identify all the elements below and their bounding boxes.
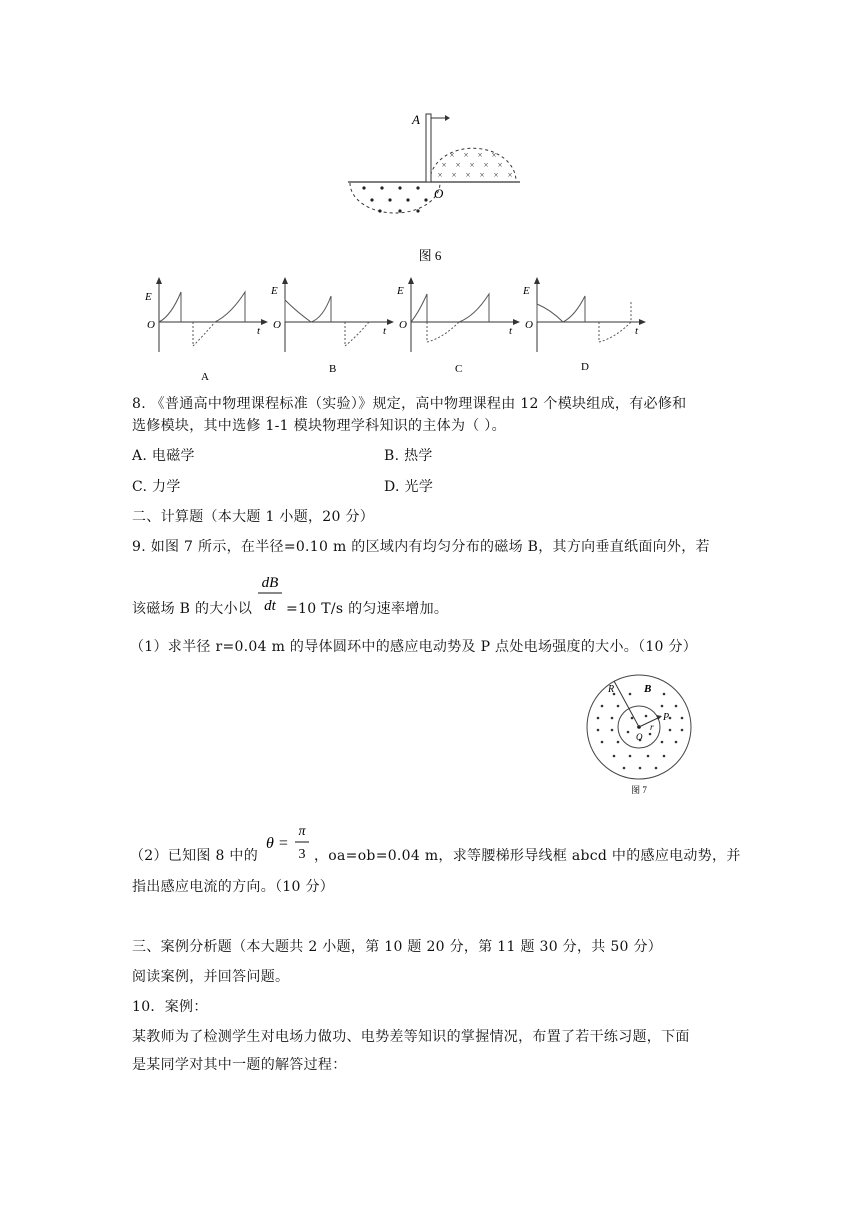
graph-a bbox=[144, 277, 268, 383]
label-r: r bbox=[650, 722, 654, 732]
svg-text:×: × bbox=[449, 150, 455, 160]
q8-option-c: C. 力学 bbox=[132, 479, 181, 495]
graph-d-label: D bbox=[581, 361, 589, 373]
figure-7 bbox=[578, 670, 708, 800]
section-3-intro: 阅读案例，并回答问题。 bbox=[132, 969, 290, 985]
graph-b bbox=[270, 277, 394, 375]
label-R: R bbox=[608, 684, 615, 695]
svg-text:×: × bbox=[497, 160, 503, 170]
svg-text:×: × bbox=[507, 170, 513, 180]
graph-a-label: A bbox=[201, 371, 209, 383]
q9-sub1: （1）求半径 r=0.04 m 的导体圆环中的感应电动势及 P 点处电场强度的大小。（10 分） bbox=[130, 639, 698, 655]
q8-option-d: D. 光学 bbox=[384, 479, 434, 495]
fraction-denominator: dt bbox=[264, 598, 276, 614]
label-o: O bbox=[434, 186, 444, 201]
svg-text:×: × bbox=[463, 150, 469, 160]
graph-b-e: E bbox=[271, 285, 278, 297]
label-P: P bbox=[663, 712, 670, 723]
q9-line1: 9. 如图 7 所示，在半径=0.10 m 的区域内有均匀分布的磁场 B，其方向垂直纸面向外，若 bbox=[132, 539, 710, 555]
graph-b-label: B bbox=[329, 363, 337, 375]
graph-a-t: t bbox=[257, 325, 261, 337]
q10-label: 10．案例： bbox=[132, 999, 208, 1015]
graph-d bbox=[522, 277, 646, 373]
q10-line1: 某教师为了检测学生对电场力做功、电势差等知识的掌握情况，布置了若干练习题，下面 bbox=[132, 1029, 690, 1045]
q9-line2-post: =10 T/s 的匀速率增加。 bbox=[286, 601, 449, 617]
svg-text:×: × bbox=[477, 150, 483, 160]
svg-text:×: × bbox=[483, 160, 489, 170]
label-O: O bbox=[636, 732, 643, 742]
section-3-heading: 三、案例分析题（本大题共 2 小题，第 10 题 20 分，第 11 题 30 分，共 50 分） bbox=[132, 939, 663, 955]
figure-7-caption: 图 7 bbox=[631, 785, 647, 795]
label-a: A bbox=[412, 112, 420, 127]
fraction-numerator: dB bbox=[261, 575, 279, 591]
q9-sub2-pre: （2）已知图 8 中的 bbox=[130, 848, 259, 864]
section-2-heading: 二、计算题（本大题 1 小题，20 分） bbox=[132, 509, 375, 525]
svg-text:×: × bbox=[491, 150, 497, 160]
q9-line2-pre: 该磁场 B 的大小以 bbox=[132, 601, 253, 617]
q9-sub2-post: ，oa=ob=0.04 m，求等腰梯形导线框 abcd 中的感应电动势，并 bbox=[314, 848, 741, 864]
figure-6 bbox=[330, 100, 530, 270]
svg-text:×: × bbox=[469, 160, 475, 170]
graph-c-o: O bbox=[399, 319, 407, 331]
theta-lhs: θ = bbox=[266, 835, 289, 852]
theta-denominator: 3 bbox=[298, 847, 306, 862]
graph-c-t: t bbox=[509, 325, 513, 337]
field-dots bbox=[597, 693, 684, 770]
graph-d-o: O bbox=[525, 319, 533, 331]
theta-equation bbox=[264, 820, 314, 868]
graph-b-o: O bbox=[273, 319, 281, 331]
figure-6-caption: 图 6 bbox=[418, 248, 442, 263]
theta-numerator: π bbox=[298, 824, 306, 839]
graph-d-t: t bbox=[635, 325, 639, 337]
graph-b-t: t bbox=[383, 325, 387, 337]
graph-c-label: C bbox=[455, 363, 463, 375]
q10-line2: 是某同学对其中一题的解答过程： bbox=[132, 1057, 347, 1073]
svg-text:×: × bbox=[493, 170, 499, 180]
db-dt-fraction bbox=[256, 570, 284, 616]
svg-text:×: × bbox=[479, 170, 485, 180]
graph-options bbox=[135, 272, 665, 387]
field-crosses bbox=[437, 150, 512, 180]
radius-R bbox=[614, 681, 639, 727]
svg-text:×: × bbox=[437, 170, 443, 180]
q8-line2: 选修模块，其中选修 1-1 模块物理学科知识的主体为（ ）。 bbox=[132, 418, 506, 434]
svg-text:×: × bbox=[451, 170, 457, 180]
q8-option-a: A. 电磁学 bbox=[132, 448, 195, 464]
graph-c bbox=[396, 277, 520, 375]
q8-option-b: B. 热学 bbox=[384, 448, 433, 464]
svg-text:×: × bbox=[465, 170, 471, 180]
label-B: B bbox=[644, 683, 652, 695]
svg-text:×: × bbox=[455, 160, 461, 170]
q8-line1: 8. 《普通高中物理课程标准（实验）》规定，高中物理课程由 12 个模块组成，有必修和 bbox=[132, 396, 687, 412]
graph-a-o: O bbox=[147, 319, 155, 331]
graph-a-e: E bbox=[145, 291, 152, 303]
graph-c-e: E bbox=[397, 285, 404, 297]
q9-sub2-line2: 指出感应电流的方向。（10 分） bbox=[132, 879, 335, 895]
graph-d-e: E bbox=[523, 285, 530, 297]
rod-oa bbox=[426, 114, 431, 182]
svg-text:×: × bbox=[441, 160, 447, 170]
